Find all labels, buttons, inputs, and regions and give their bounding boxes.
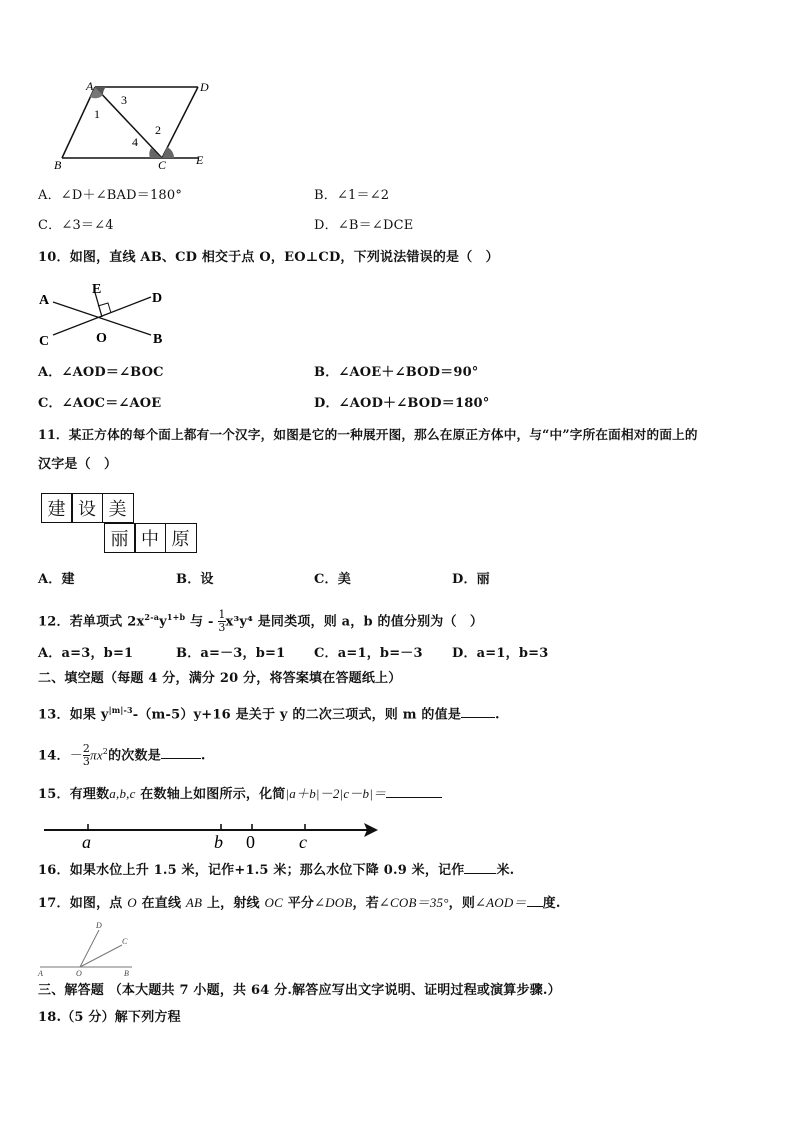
q17-COB: ∠COB＝35° — [378, 895, 449, 910]
q17-label-A: A — [38, 969, 43, 978]
axis-label-a: a — [82, 832, 91, 852]
cube-face: 丽 — [104, 523, 136, 553]
q16-text: 16．如果水位上升 1.5 米，记作+1.5 米；那么水位下降 0.9 米，记作 — [38, 863, 465, 878]
q17-text6: ，则 — [448, 896, 476, 911]
q15-expr: |a＋b|－2|c－b|＝ — [285, 786, 387, 801]
cube-face: 设 — [71, 493, 103, 523]
cube-face: 美 — [102, 493, 134, 523]
q17-label-D: D — [96, 921, 102, 930]
q14-sq: 2 — [102, 747, 109, 756]
q9-option-c: C．∠3＝∠4 — [38, 218, 114, 233]
q13-end: . — [495, 707, 500, 723]
q11-option-b: B．设 — [176, 572, 214, 587]
q9-label-1: 1 — [94, 107, 100, 121]
q12-option-a: A．a=3，b=1 — [38, 646, 134, 661]
q12-mid: 与 - — [185, 614, 214, 630]
cube-face: 中 — [134, 523, 166, 553]
q15-vars: a,b,c — [109, 786, 136, 801]
q16-end: 米. — [496, 863, 515, 878]
q9-label-B: B — [54, 158, 62, 170]
q17-label-C: C — [122, 937, 128, 946]
q13-exp: |m|-3 — [108, 705, 133, 715]
q17-DOB: ∠DOB — [314, 895, 353, 910]
q17-rays-figure — [36, 918, 146, 978]
section-3-heading: 三、解答题 （本大题共 7 小题，共 64 分.解答应写出文字说明、证明过程或演算步骤.） — [38, 983, 561, 998]
q17-OC: OC — [264, 895, 283, 910]
q9-option-a: A．∠D＋∠BAD＝180° — [38, 188, 183, 203]
q9-parallelogram-figure — [48, 78, 228, 170]
q11-option-d: D．丽 — [452, 572, 490, 587]
q16 — [38, 863, 514, 879]
q12-exp1: 2-a — [144, 612, 160, 622]
q13-rest: -（m-5）y+16 是关于 y 的二次三项式，则 m 的值是 — [132, 707, 462, 723]
q9-option-b: B．∠1＝∠2 — [314, 188, 390, 203]
q17-text1: 17．如图，点 — [38, 896, 123, 911]
q17-text3: 上，射线 — [206, 896, 260, 911]
q17-text4: 平分 — [287, 896, 315, 911]
axis-label-zero: 0 — [246, 832, 255, 852]
q14-end: . — [200, 748, 206, 764]
q11-stem-line1: 11．某正方体的每个面上都有一个汉字，如图是它的一种展开图，那么在原正方体中，与“中”字所在面相对的面上的 — [38, 427, 698, 442]
q12-option-d: D．a=1，b=3 — [452, 646, 549, 661]
q10-label-D: D — [152, 291, 163, 306]
q17-AOD: ∠AOD＝ — [475, 895, 527, 910]
q10-label-A: A — [39, 293, 50, 308]
q14-rest: 的次数是 — [108, 748, 161, 764]
q10-option-a: A．∠AOD＝∠BOC — [38, 365, 164, 380]
q13-answer-blank[interactable] — [461, 717, 495, 718]
q18: 18.（5 分）解下列方程 — [38, 1010, 181, 1025]
q12-y: y — [159, 614, 167, 630]
q10-intersecting-lines-figure — [36, 280, 176, 350]
q14-frac-num: 2 — [82, 742, 91, 756]
q9-label-3: 3 — [121, 93, 127, 107]
q15-mid: 在数轴上如图所示，化简 — [135, 787, 286, 802]
q9-label-A: A — [86, 79, 94, 93]
q14 — [38, 736, 206, 772]
axis-label-c: c — [299, 832, 307, 852]
q14-answer-blank[interactable] — [161, 758, 201, 759]
q13-prefix: 13．如果 y — [38, 707, 109, 723]
q10-option-b: B．∠AOE＋∠BOD＝90° — [314, 365, 479, 380]
q15-number-line — [40, 815, 385, 855]
q9-label-D: D — [200, 80, 209, 94]
q17-answer-blank[interactable] — [527, 906, 543, 907]
q17-end: 度. — [542, 896, 561, 911]
q9-option-d: D．∠B＝∠DCE — [314, 218, 414, 233]
q17-O: O — [127, 895, 137, 910]
q12-option-c: C．a=1，b=－3 — [314, 646, 423, 661]
q12-stem — [38, 602, 483, 637]
section-2-heading: 二、填空题（每题 4 分，满分 20 分，将答案填在答题纸上） — [38, 671, 402, 686]
q10-stem: 10．如图，直线 AB、CD 相交于点 O，EO⊥CD，下列说法错误的是（ ） — [38, 250, 499, 265]
cube-net-row-2 — [105, 523, 197, 553]
q14-minus: － — [69, 747, 83, 763]
q14-number: 14． — [38, 748, 70, 764]
q10-option-d: D．∠AOD＋∠BOD＝180° — [314, 396, 490, 411]
q12-fraction — [218, 609, 225, 634]
q9-label-C: C — [158, 158, 167, 170]
axis-label-b: b — [214, 832, 223, 852]
q14-frac-den: 3 — [82, 755, 91, 769]
cube-net-row-1 — [42, 493, 134, 523]
q11-option-a: A．建 — [38, 572, 75, 587]
q9-label-4: 4 — [132, 135, 138, 149]
q17-text2: 在直线 — [141, 896, 182, 911]
q12-prefix: 12．若单项式 2x — [38, 614, 145, 630]
q15 — [38, 786, 442, 803]
q11-stem-line2: 汉字是（ ） — [38, 457, 118, 472]
q17-label-O: O — [76, 969, 82, 978]
q10-label-O: O — [96, 331, 107, 346]
q17 — [38, 895, 561, 912]
cube-face: 建 — [41, 493, 73, 523]
q15-stem: 15．有理数 — [38, 787, 110, 802]
q12-tail: x³y⁴ 是同类项，则 a，b 的值分别为（ ） — [225, 614, 484, 630]
q13 — [38, 702, 500, 723]
q12-option-b: B．a=－3，b=1 — [176, 646, 286, 661]
q16-answer-blank[interactable] — [464, 873, 496, 874]
q10-label-B: B — [153, 332, 163, 347]
cube-face: 原 — [165, 523, 197, 553]
q9-label-E: E — [196, 153, 204, 167]
q10-option-c: C．∠AOC＝∠AOE — [38, 396, 162, 411]
q14-expr: πx — [90, 747, 103, 763]
q10-label-C: C — [39, 334, 50, 349]
q17-AB: AB — [185, 895, 203, 910]
q9-label-2: 2 — [155, 123, 161, 137]
q11-option-c: C．美 — [314, 572, 351, 587]
q12-exp2: 1+b — [166, 612, 186, 622]
q12-frac-num: 1 — [218, 608, 226, 622]
q17-text5: ，若 — [352, 896, 379, 911]
q10-label-E: E — [92, 282, 102, 297]
q12-frac-den: 3 — [218, 621, 226, 635]
q17-label-B: B — [124, 969, 129, 978]
q15-answer-blank[interactable] — [386, 797, 442, 798]
